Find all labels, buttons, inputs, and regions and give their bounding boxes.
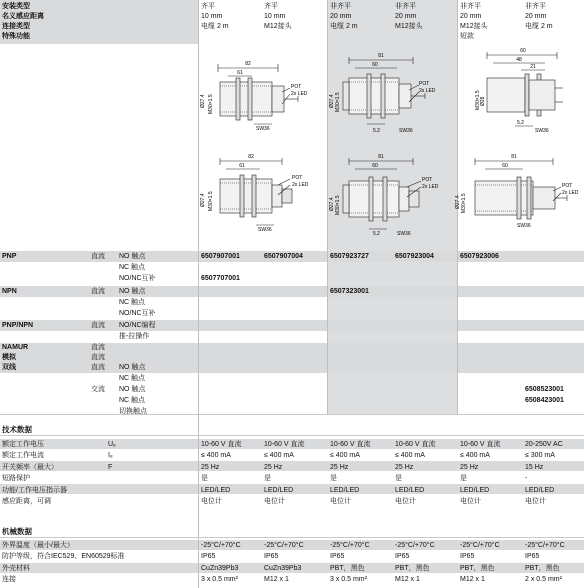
header-connection: 电缆 2 m [330,23,358,30]
spec-value: CuZn39Pb3 [201,564,239,572]
spec-value: -25°C/+70°C [330,542,370,549]
label-pot: POT [292,175,303,181]
label-wrench: SW36 [256,126,270,132]
spec-value: 电位计 [395,498,416,505]
spec-label: 额定工作电流 [2,452,44,460]
spec-label: 外界温度（最小/最大） [2,542,74,549]
spec-value: IP65 [395,553,410,561]
sensor-drawing-cable-flush [198,52,328,142]
spec-value: CuZn39Pb3 [264,564,302,572]
analog-label: 模拟 [2,354,16,361]
header-special: 短款 [460,33,474,40]
pnpnpn-function-prog: NO/NC编程 [119,322,156,329]
spec-value: 电位计 [264,498,285,505]
spec-value: 10-60 V 直流 [330,441,371,448]
mech-section-title: 机械数据 [2,527,32,536]
dim-sub: 60 [372,62,378,68]
spec-value: LED/LED [201,486,231,494]
label-thread: M30×1.5 [335,92,341,112]
spec-symbol: Iₑ [108,452,113,460]
sensor-drawing-cable-nonflush [327,52,457,142]
spec-label: 短路保护 [2,475,30,483]
spec-value: 是 [395,475,402,483]
label-thread: M30×1.5 [475,90,481,110]
spec-label: 功能/工作电压指示器 [2,486,67,494]
label-led: 2x LED [422,184,439,190]
mech-title-rule [0,537,584,538]
header-mount: 非齐平 [330,3,351,10]
header-mount: 非齐平 [460,3,481,10]
npn-function-nonc: NO/NC互补 [119,310,156,317]
dim-length: 81 [378,154,384,160]
header-mount: 齐平 [201,3,215,10]
order-code: 6507907001 [201,253,240,260]
label-diameter: Ø27.4 [200,94,206,108]
label-wrench: SW36 [258,227,272,233]
order-code: 6507707001 [201,275,240,282]
order-code: 6507923727 [330,253,369,260]
spec-value: M12 x 1 [395,576,420,584]
header-distance: 20 mm [525,13,547,20]
sensor-drawing-short-m12 [457,46,584,136]
spec-value: 电位计 [460,498,481,505]
spec-value: ≤ 300 mA [525,452,555,460]
label-diameter: Ø27.4 [329,94,335,108]
spec-value: -25°C/+70°C [264,542,304,549]
namur-band [0,343,584,352]
section-rule-top [0,414,584,415]
npn-label: NPN [2,288,17,295]
analog-band [0,352,584,363]
npn-function-nc: NC 触点 [119,299,146,306]
label-pot: POT [562,183,573,189]
pnp-function-nc: NC 触点 [119,264,146,271]
header-connection: M12接头 [460,23,488,30]
spec-label: 感应距离，可调 [2,498,51,505]
spec-value: M12 x 1 [264,576,289,584]
spec-value: 25 Hz [460,463,479,471]
pnp-label: PNP [2,253,17,260]
label-diameter: Ø27.4 [455,195,461,209]
label-thread: M30×1.5 [208,191,214,211]
spec-value: 25 Hz [201,463,220,471]
label-led: 2x LED [292,182,309,188]
spec-value: 是 [460,475,467,483]
label-diameter: Ø27.4 [329,197,335,211]
order-code: 6508523001 [525,386,564,393]
spec-value: PBT，黑色 [460,564,495,572]
order-code: 6507923006 [460,253,499,260]
spec-value: 10-60 V 直流 [201,441,242,448]
spec-label: 外壳材料 [2,564,30,572]
spec-symbol: Uₑ [108,441,116,448]
spec-value: IP65 [264,553,279,561]
twowire-label: 双线 [2,364,16,371]
order-code: 6507323001 [330,288,369,295]
header-distance: 20 mm [330,13,352,20]
spec-value: 25 Hz [330,463,349,471]
spec-value: 10-60 V 直流 [460,441,501,448]
tech-title-rule [0,435,584,436]
twowire-ac-function-changeover: 切换触点 [119,408,147,415]
spec-value: LED/LED [395,486,425,494]
label-led: 2x LED [562,190,579,196]
dim-sub2: 21 [530,64,536,70]
header-distance: 10 mm [201,13,223,20]
spec-value: -25°C/+70°C [460,542,500,549]
header-mount: 非齐平 [525,3,546,10]
namur-supply: 直流 [91,344,105,351]
order-code: 6508423001 [525,397,564,404]
spec-value: 25 Hz [395,463,414,471]
spec-value: 3 x 0.5 mm² [201,576,238,584]
dim-length: 82 [245,61,251,67]
spec-value: IP65 [460,553,475,561]
spec-value: LED/LED [460,486,490,494]
header-label-distance: 名义感应距离 [2,13,44,20]
twowire-function-nc: NC 触点 [119,375,146,382]
order-code: 6507907004 [264,253,303,260]
label-gap: 5.2 [517,120,524,126]
spec-symbol: F [108,463,113,471]
spec-value: IP65 [201,553,216,561]
spec-value: 10-60 V 直流 [264,441,305,448]
spec-value: 15 Hz [525,463,544,471]
label-wrench: SW36 [397,231,411,237]
order-code: 6507923004 [395,253,434,260]
label-pot: POT [291,84,302,90]
header-connection: 电缆 2 m [201,23,229,30]
pnp-supply: 直流 [91,253,105,260]
npn-function-no: NO 触点 [119,288,146,295]
label-gap: 5.2 [373,128,380,134]
header-label-mount: 安装类型 [2,3,30,10]
header-connection: M12接头 [264,23,292,30]
spec-value: 3 x 0.5 mm² [330,576,367,584]
spec-label: 开关频率（最大） [2,463,58,471]
pnp-function-nonc: NO/NC互补 [119,275,156,282]
twowire-ac-function-no: NO 触点 [119,386,146,393]
label-thread: M30×1.5 [461,193,467,213]
twowire-supply-ac: 交流 [91,386,105,393]
spec-value: PBT，黑色 [395,564,430,572]
spec-value: 是 [264,475,271,483]
spec-value: LED/LED [525,486,555,494]
spec-value: 20-250V AC [525,441,563,448]
pnpnpn-function-pushpull: 推-拉操作 [119,333,150,340]
label-pot: POT [422,177,433,183]
pnp-function-no: NO 触点 [119,253,146,260]
label-diameter: Ø27.4 [200,193,206,207]
header-distance: 10 mm [264,13,286,20]
label-wrench: SW36 [535,128,549,134]
pnpnpn-supply: 直流 [91,322,105,329]
spec-label: 防护等级，符合IEC529、EN60529标准 [2,553,125,561]
pnpnpn-label: PNP/NPN [2,322,34,329]
dim-length: 81 [511,154,517,160]
header-distance: 20 mm [395,13,417,20]
spec-value: LED/LED [330,486,360,494]
spec-value: -25°C/+70°C [201,542,241,549]
spec-value: - [525,475,528,483]
dim-sub: 61 [239,163,245,169]
dim-length: 60 [520,48,526,54]
spec-value: IP65 [330,553,345,561]
dim-sub: 48 [516,57,522,63]
spec-value: 电位计 [525,498,546,505]
pnpnpn-band [0,320,584,331]
sensor-drawing-m12-nonflush [327,155,457,240]
twowire-supply-dc: 直流 [91,364,105,371]
sensor-drawing-cable-ac [457,155,584,235]
spec-value: 电位计 [201,498,222,505]
tech-row-band-2 [0,461,584,471]
spec-value: PBT，黑色 [330,564,365,572]
dim-sub: 61 [237,70,243,76]
tech-section-title: 技术数据 [2,425,32,434]
spec-label: 连接 [2,576,16,584]
header-mount: 非齐平 [395,3,416,10]
spec-value: PBT，黑色 [525,564,560,572]
label-diameter: Ø28 [480,96,486,106]
spec-value: 25 Hz [264,463,283,471]
label-wrench: SW36 [517,223,531,229]
spec-value: 是 [201,475,208,483]
twowire-ac-function-nc: NC 触点 [119,397,146,404]
label-pot: POT [419,81,430,87]
analog-supply: 直流 [91,354,105,361]
spec-value: ≤ 400 mA [330,452,360,460]
label-wrench: SW36 [399,128,413,134]
twowire-function-no: NO 触点 [119,364,146,371]
spec-value: 是 [330,475,337,483]
header-mount: 齐平 [264,3,278,10]
spec-value: -25°C/+70°C [395,542,435,549]
sensor-drawing-m12-flush [198,155,328,235]
spec-value: ≤ 400 mA [395,452,425,460]
dim-length: 82 [248,154,254,160]
spec-value: -25°C/+70°C [525,542,565,549]
spec-value: ≤ 400 mA [201,452,231,460]
dim-sub: 60 [502,163,508,169]
dim-sub: 60 [372,163,378,169]
spec-value: M12 x 1 [460,576,485,584]
spec-value: 10-60 V 直流 [395,441,436,448]
header-label-special: 特殊功能 [2,33,30,40]
label-thread: M30×1.5 [335,195,341,215]
spec-value: 电位计 [330,498,351,505]
npn-supply: 直流 [91,288,105,295]
header-connection: M12接头 [395,23,423,30]
header-label-connection: 连接类型 [2,23,30,30]
spec-label: 额定工作电压 [2,441,44,448]
spec-value: ≤ 400 mA [264,452,294,460]
spec-value: IP65 [525,553,540,561]
spec-value: LED/LED [264,486,294,494]
label-led: 2x LED [291,91,308,97]
label-led: 2x LED [419,88,436,94]
dim-length: 81 [378,53,384,59]
spec-value: 2 x 0.5 mm² [525,576,562,584]
spec-value: ≤ 400 mA [460,452,490,460]
label-thread: M30×1.5 [208,94,214,114]
npn-band [0,286,584,297]
header-connection: 电缆 2 m [525,23,553,30]
label-gap: 5.2 [373,231,380,237]
twowire-band [0,363,584,373]
namur-label: NAMUR [2,344,29,351]
header-distance: 20 mm [460,13,482,20]
